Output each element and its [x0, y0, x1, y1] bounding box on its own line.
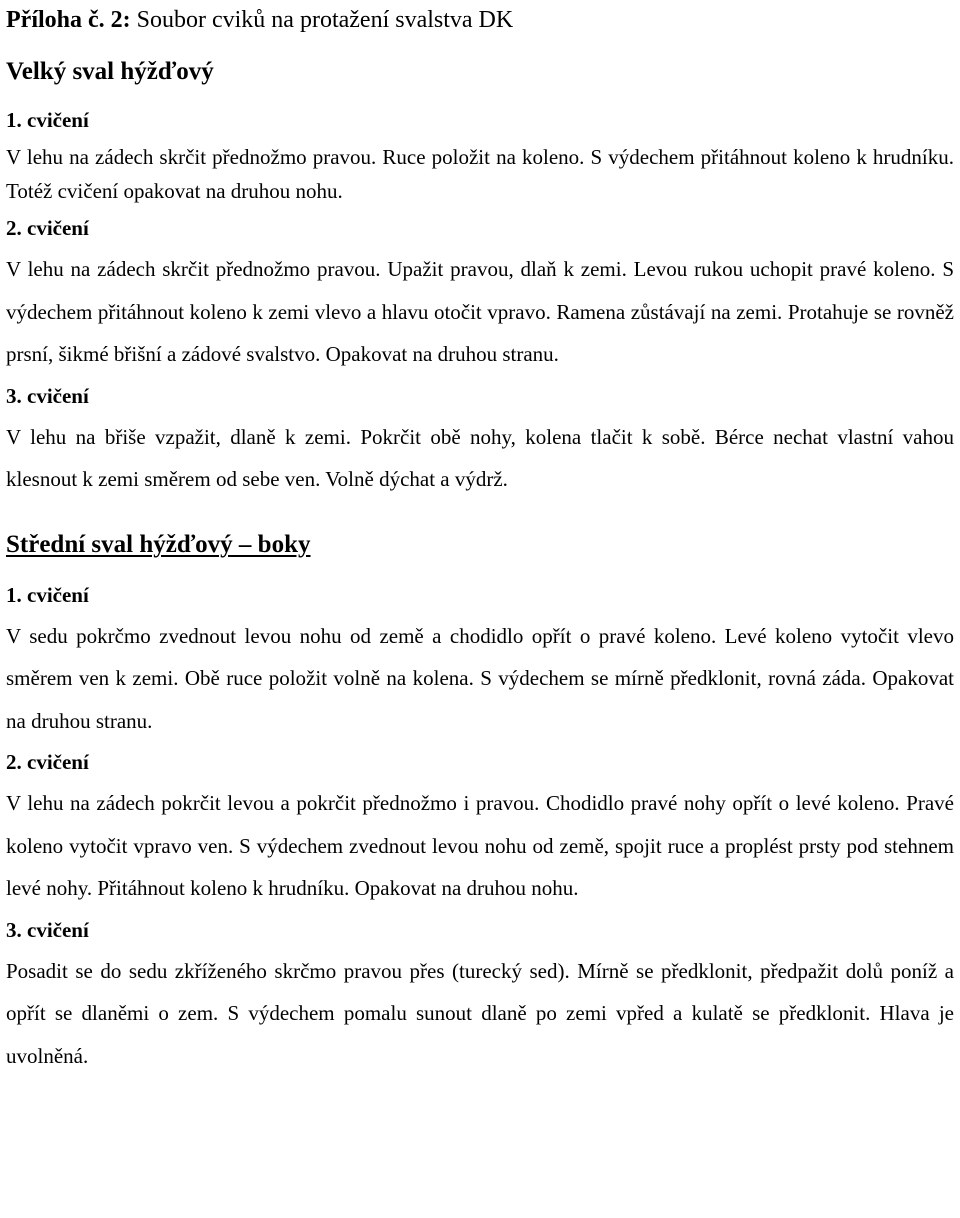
exercise-heading: 2. cvičení — [6, 750, 89, 774]
exercise-heading: 2. cvičení — [6, 216, 89, 240]
exercise-text: Posadit se do sedu zkříženého skrčmo pravou přes (turecký sed). Mírně se předklonit, předpažit dolů poníž a opřít se dlaněmi o zem. S výdechem pomalu sunout dlaně po zemi vpřed a kulatě se předklonit. Hlava je uvolněná. — [6, 958, 954, 1068]
document-header — [6, 0, 954, 40]
appendix-title: Soubor cviků na protažení svalstva DK — [136, 7, 514, 33]
exercise-text: V sedu pokrčmo zvednout levou nohu od země a chodidlo opřít o pravé koleno. Levé koleno vytočit vlevo směrem ven k zemi. Obě ruce položit volně na kolena. S výdechem se mírně předklonit, rovná záda. Opakovat na druhou stranu. — [6, 623, 954, 733]
exercise-text: V lehu na zádech skrčit přednožmo pravou. Upažit pravou, dlaň k zemi. Levou rukou uchopit pravé koleno. S výdechem přitáhnout koleno k zemi vlevo a hlavu otočit vpravo. Ramena zůstávají na zemi. Protahuje se rovněž prsní, šikmé břišní a zádové svalstvo. Opakovat na druhou stranu. — [6, 257, 954, 366]
appendix-label: Příloha č. 2: — [6, 7, 131, 33]
exercise-heading: 3. cvičení — [6, 383, 89, 408]
section-title-gluteus-medius: Střední sval hýžďový – boky — [6, 530, 311, 558]
exercise-heading: 3. cvičení — [6, 917, 89, 942]
section-title-gluteus-maximus: Velký sval hýžďový — [6, 58, 214, 85]
exercise-heading: 1. cvičení — [6, 108, 89, 132]
exercise-text: V lehu na břiše vzpažit, dlaně k zemi. Pokrčit obě nohy, kolena tlačit k sobě. Bérce nechat vlastní vahou klesnout k zemi směrem od sebe ven. Volně dýchat a výdrž. — [6, 424, 954, 491]
exercise-heading: 1. cvičení — [6, 582, 89, 607]
exercise-text: V lehu na zádech pokrčit levou a pokrčit přednožmo i pravou. Chodidlo pravé nohy opřít o levé koleno. Pravé koleno vytočit vpravo ven. S výdechem zvednout levou nohu od země, spojit ruce a proplést prsty pod stehnem levé nohy. Přitáhnout koleno k hrudníku. Opakovat na druhou nohu. — [6, 791, 954, 900]
exercise-text: V lehu na zádech skrčit přednožmo pravou. Ruce položit na koleno. S výdechem přitáhnout koleno k hrudníku. Totéž cvičení opakovat na druhou nohu. — [6, 145, 954, 203]
